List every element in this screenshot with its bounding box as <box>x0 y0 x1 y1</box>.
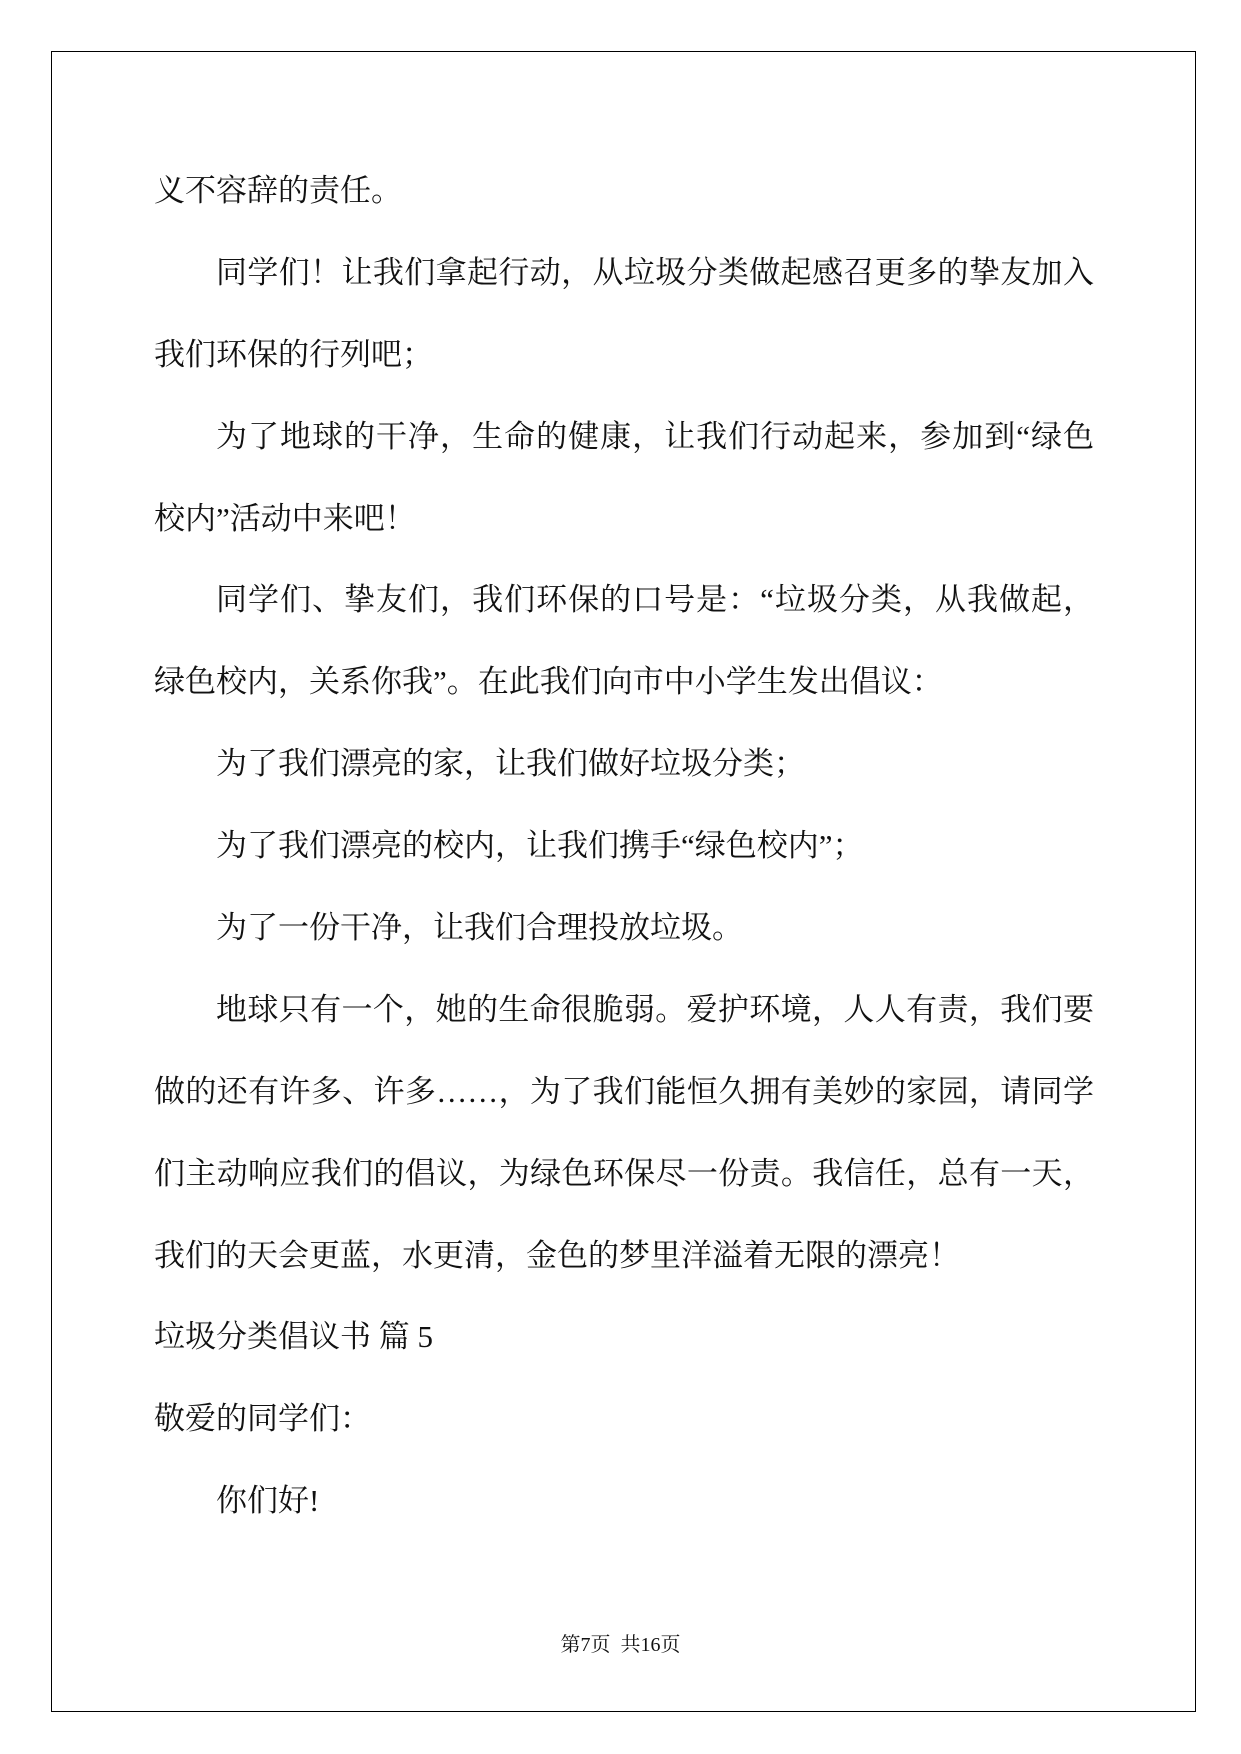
section-heading: 垃圾分类倡议书 篇 5 <box>154 1319 433 1355</box>
paragraph-line: 地球只有一个，她的生命很脆弱。爱护环境，人人有责，我们要 <box>216 991 1094 1027</box>
paragraph-line: 们主动响应我们的倡议，为绿色环保尽一份责。我信任，总有一天， <box>154 1155 1094 1191</box>
greeting-line: 你们好! <box>216 1483 320 1519</box>
paragraph-line: 我们环保的行列吧； <box>154 336 433 372</box>
page-number-footer: 第7页 共16页 <box>560 1634 681 1656</box>
paragraph-line: 为了地球的干净，生命的健康，让我们行动起来，参加到“绿色 <box>216 418 1094 454</box>
salutation: 敬爱的同学们： <box>154 1401 371 1437</box>
paragraph-line: 义不容辞的责任。 <box>154 173 402 208</box>
paragraph-line: 同学们！让我们拿起行动，从垃圾分类做起感召更多的挚友加入 <box>216 254 1094 290</box>
paragraph-line: 为了一份干净，让我们合理投放垃圾。 <box>216 910 743 946</box>
paragraph-line: 为了我们漂亮的校内，让我们携手“绿色校内”； <box>216 828 864 864</box>
paragraph-line: 为了我们漂亮的家，让我们做好垃圾分类； <box>216 746 805 782</box>
paragraph-line: 同学们、挚友们，我们环保的口号是：“垃圾分类，从我做起， <box>216 582 1094 618</box>
paragraph-line: 校内”活动中来吧！ <box>154 500 416 536</box>
paragraph-line: 我们的天会更蓝，水更清，金色的梦里洋溢着无限的漂亮！ <box>154 1237 960 1273</box>
paragraph-line: 做的还有许多、许多……，为了我们能恒久拥有美妙的家园，请同学 <box>154 1073 1094 1109</box>
paragraph-line: 绿色校内，关系你我”。在此我们向市中小学生发出倡议： <box>154 664 943 700</box>
document-body <box>154 150 1094 1542</box>
